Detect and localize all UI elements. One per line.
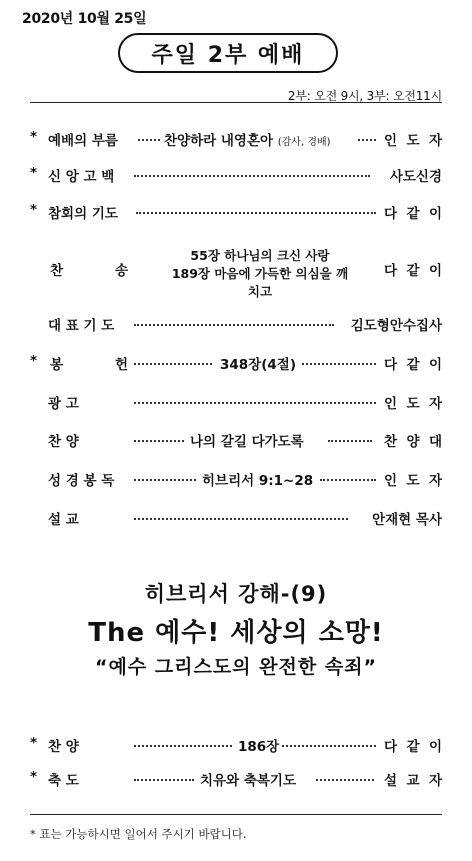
order-leader: 인 도 자 — [384, 396, 442, 412]
order-label: 찬 양 — [48, 434, 79, 450]
stand-marker: * — [30, 129, 38, 145]
order-label: 축 도 — [48, 773, 79, 789]
order-label: 대 표 기 도 — [48, 318, 115, 334]
order-leader: 다 같 이 — [384, 739, 442, 755]
order-item-hymn — [30, 248, 442, 299]
leader-dots — [134, 469, 196, 481]
leader-dots — [134, 165, 370, 177]
leader-dots — [320, 469, 376, 481]
order-item-anthem — [30, 428, 442, 450]
order-content: 히브리서 9:1~28 — [202, 473, 314, 489]
leader-dots — [328, 430, 372, 442]
leader-dots — [316, 769, 374, 781]
order-label: 찬 양 — [48, 739, 79, 755]
order-label: 신 앙 고 백 — [48, 169, 115, 185]
bulletin-date: 2020년 10월 25일 — [22, 11, 147, 27]
sermon-series: 히브리서 강해-(9) — [144, 582, 328, 606]
stand-marker: * — [30, 202, 38, 218]
leader-dots — [282, 735, 376, 747]
order-label: 참회의 기도 — [48, 206, 118, 222]
hymn-line: 189장 마음에 가득한 의심을 깨치고 — [171, 266, 349, 299]
stand-marker: * — [30, 769, 38, 785]
order-leader: 사도신경 — [389, 169, 442, 185]
leader-dots — [134, 735, 232, 747]
order-content: 치유와 축복기도 — [200, 773, 296, 789]
leader-dots — [134, 508, 348, 520]
order-item-prayer — [30, 312, 442, 334]
order-content: 나의 갈길 다가도록 — [190, 434, 304, 450]
sermon-title: The 예수! 세상의 소망! — [88, 618, 384, 648]
order-item-creed — [30, 163, 442, 185]
leader-dots — [136, 202, 376, 214]
leader-dots — [134, 769, 194, 781]
order-label: 성 경 봉 독 — [48, 473, 115, 489]
order-content: 348장(4절) — [220, 357, 296, 373]
order-leader: 다 같 이 — [384, 263, 442, 279]
leader-dots — [134, 353, 212, 365]
order-content-note: (감사, 경배) — [277, 137, 331, 148]
leader-dots — [302, 353, 376, 365]
order-leader: 김도형안수집사 — [350, 318, 442, 334]
stand-marker: * — [30, 165, 38, 181]
order-item-call-to-worship — [30, 127, 442, 149]
hymn-line: 55장 하나님의 크신 사랑 — [190, 248, 330, 263]
hymn-list — [170, 247, 350, 301]
order-content: 찬양하라 내영혼아 (감사, 경배) — [164, 133, 331, 149]
order-leader: 인 도 자 — [384, 473, 442, 489]
header-divider — [30, 102, 442, 103]
footer-note: * 표는 가능하시면 일어서 주시기 바랍니다. — [30, 827, 247, 841]
order-leader: 찬 양 대 — [384, 434, 442, 450]
service-title: 주일 2부 예배 — [118, 33, 338, 73]
order-item-confession — [30, 200, 442, 222]
footer-divider — [30, 814, 442, 815]
order-item-scripture — [30, 467, 442, 489]
order-label: 광 고 — [48, 396, 79, 412]
stand-marker: * — [30, 353, 38, 369]
order-label: 예배의 부름 — [48, 133, 118, 149]
leader-dots — [358, 129, 376, 141]
leader-dots — [134, 392, 376, 404]
order-leader: 다 같 이 — [384, 206, 442, 222]
order-leader: 설 교 자 — [384, 773, 442, 789]
order-leader: 다 같 이 — [384, 357, 442, 373]
sermon-subtitle: “예수 그리스도의 완전한 속죄” — [94, 656, 378, 678]
leader-dots — [134, 430, 184, 442]
order-content: 186장 — [238, 739, 280, 755]
order-label: 찬 송 — [50, 263, 128, 279]
leader-dots — [134, 314, 334, 326]
order-item-sermon — [30, 506, 442, 528]
stand-marker: * — [30, 735, 38, 751]
order-item-offering — [30, 351, 442, 373]
order-leader: 안재현 목사 — [372, 512, 442, 528]
order-label: 설 교 — [48, 512, 79, 528]
order-label: 봉 헌 — [50, 357, 128, 373]
order-leader: 인 도 자 — [384, 133, 442, 149]
closing-item-benediction — [30, 767, 442, 789]
order-item-announcements — [30, 390, 442, 412]
leader-dots — [138, 129, 160, 141]
service-times: 2부: 오전 9시, 3부: 오전11시 — [287, 89, 442, 103]
closing-item-hymn — [30, 733, 442, 755]
